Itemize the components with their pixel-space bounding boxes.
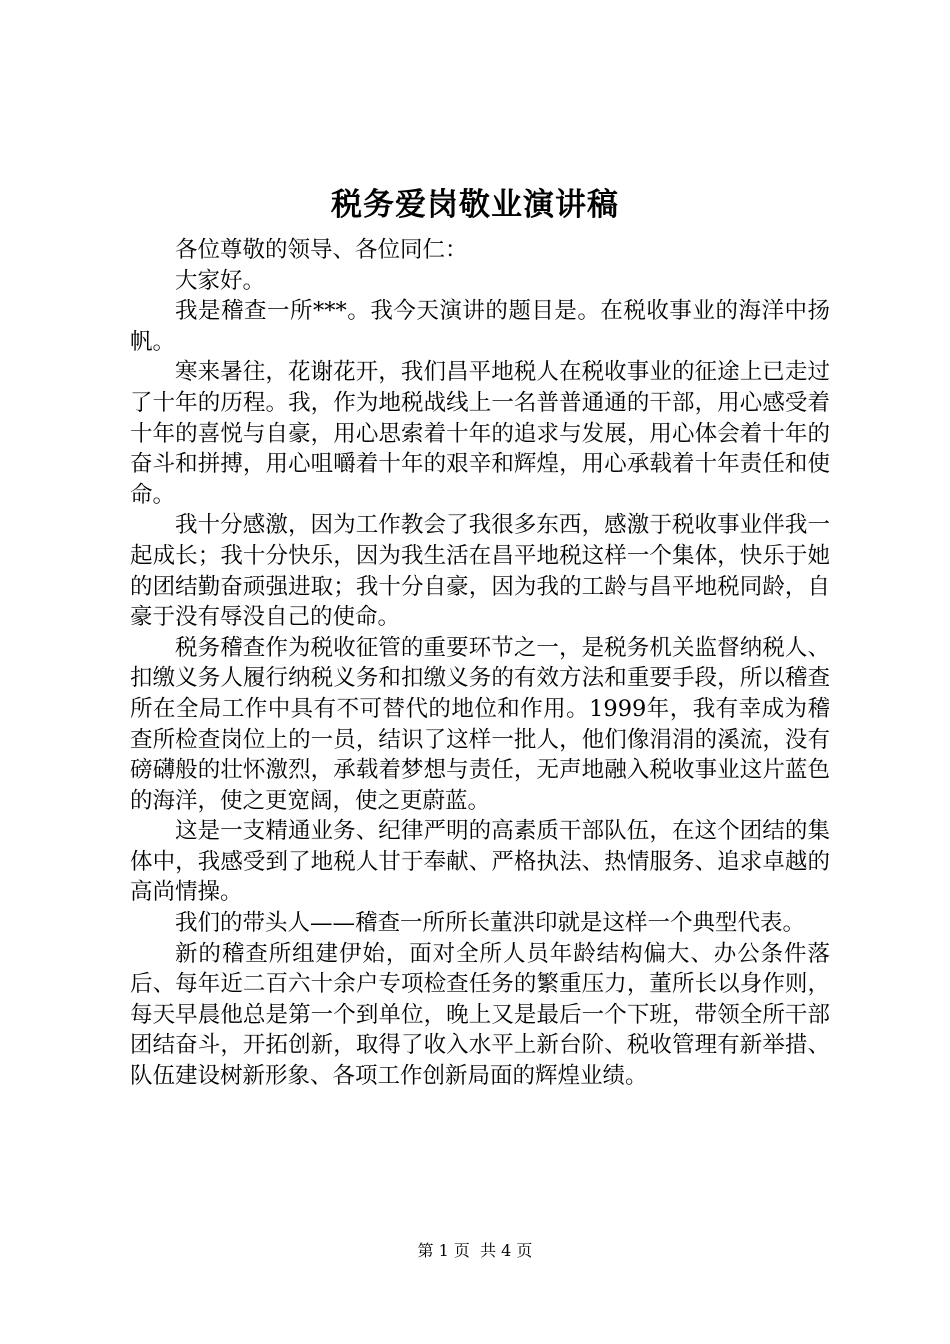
document-title: 税务爱岗敬业演讲稿 — [331, 187, 619, 223]
paragraph-gratitude: 我十分感激，因为工作教会了我很多东西，感激于税收事业伴我一起成长；我十分快乐，因为我生活在昌平地税这样一个集体，快乐于她的团结勤奋顽强进取；我十分自豪，因为我的工龄与昌平地税同龄，自豪于没有辱没自己的使命。 — [130, 512, 830, 631]
paragraph-ten-years: 寒来暑往，花谢花开，我们昌平地税人在税收事业的征途上已走过了十年的历程。我，作为地税战线上一名普普通通的干部，用心感受着十年的喜悦与自豪，用心思索着十年的追求与发展，用心体会着十年的奋斗和拼搏，用心咀嚼着十年的艰辛和辉煌，用心承载着十年责任和使命。 — [130, 359, 830, 508]
paragraph-salutation: 各位尊敬的领导、各位同仁： — [175, 237, 468, 263]
paragraph-tax-inspection: 税务稽查作为税收征管的重要环节之一，是税务机关监督纳税人、扣缴义务人履行纳税义务和扣缴义务的有效方法和重要手段，所以稽查所在全局工作中具有不可替代的地位和作用。1999年，我有幸成为稽查所检查岗位上的一员，结识了这样一批人，他们像涓涓的溪流，没有磅礴般的壮怀激烈，承载着梦想与责任，无声地融入税收事业这片蓝色的海洋，使之更宽阔，使之更蔚蓝。 — [130, 634, 830, 814]
paragraph-introduction: 我是稽查一所***。我今天演讲的题目是。在税收事业的海洋中扬帆。 — [130, 298, 830, 355]
page-number-footer: 第 1 页 共 4 页 — [417, 1241, 533, 1260]
paragraph-leader: 我们的带头人——稽查一所所长董洪印就是这样一个典型代表。 — [175, 910, 806, 937]
paragraph-greeting: 大家好。 — [175, 267, 266, 294]
paragraph-team: 这是一支精通业务、纪律严明的高素质干部队伍，在这个团结的集体中，我感受到了地税人甘于奉献、严格执法、热情服务、追求卓越的高尚情操。 — [130, 818, 830, 906]
document-body — [130, 235, 830, 1092]
paragraph-achievements: 新的稽查所组建伊始，面对全所人员年龄结构偏大、办公条件落后、每年近二百六十余户专项检查任务的繁重压力，董所长以身作则，每天早晨他总是第一个到单位，晚上又是最后一个下班，带领全所干部团结奋斗，开拓创新，取得了收入水平上新台阶、税收管理有新举措、队伍建设树新形象、各项工作创新局面的辉煌业绩。 — [130, 940, 830, 1090]
